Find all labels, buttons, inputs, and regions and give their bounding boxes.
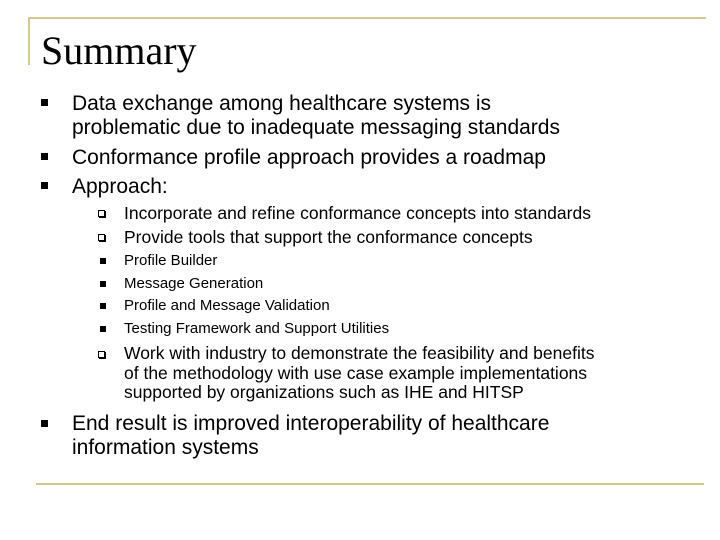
bullet-square-small — [100, 258, 106, 264]
bullet-hollow-square — [98, 234, 105, 241]
sub-bullet-text: Work with industry to demonstrate the feasibility and benefits — [124, 343, 595, 363]
bullet-text: End result is improved interoperability of healthcare — [72, 412, 550, 435]
bullet-square — [41, 420, 48, 427]
sub-sub-bullet-text: Message Generation — [124, 275, 264, 292]
bottom-rule — [36, 483, 704, 485]
bullet-square — [41, 99, 48, 106]
bullet-square — [41, 182, 48, 189]
slide-title: Summary — [41, 28, 197, 73]
bullet-text: Data exchange among healthcare systems is — [72, 92, 492, 115]
bullet-square-small — [100, 303, 106, 309]
sub-bullet-text: Incorporate and refine conformance concepts into standards — [124, 203, 591, 223]
bullet-text: problematic due to inadequate messaging standards — [72, 116, 560, 139]
bullet-text: Approach: — [72, 175, 168, 198]
sub-bullet-text: supported by organizations such as IHE and HITSP — [124, 382, 524, 402]
sub-sub-bullet-text: Testing Framework and Support Utilities — [124, 320, 390, 337]
bullet-square-small — [100, 281, 106, 287]
sub-bullet-text: of the methodology with use case example implementations — [124, 363, 588, 383]
sub-sub-bullet-text: Profile Builder — [124, 252, 218, 269]
bullet-hollow-square — [98, 210, 105, 217]
bullet-square-small — [100, 326, 106, 332]
bullet-text: information systems — [72, 436, 259, 459]
bullet-hollow-square — [98, 351, 105, 358]
bullet-square — [41, 153, 48, 160]
bullet-text: Conformance profile approach provides a roadmap — [72, 146, 546, 169]
top-rule — [28, 17, 706, 19]
sub-sub-bullet-text: Profile and Message Validation — [124, 297, 330, 314]
left-rule — [28, 17, 30, 65]
sub-bullet-text: Provide tools that support the conformance concepts — [124, 227, 533, 247]
